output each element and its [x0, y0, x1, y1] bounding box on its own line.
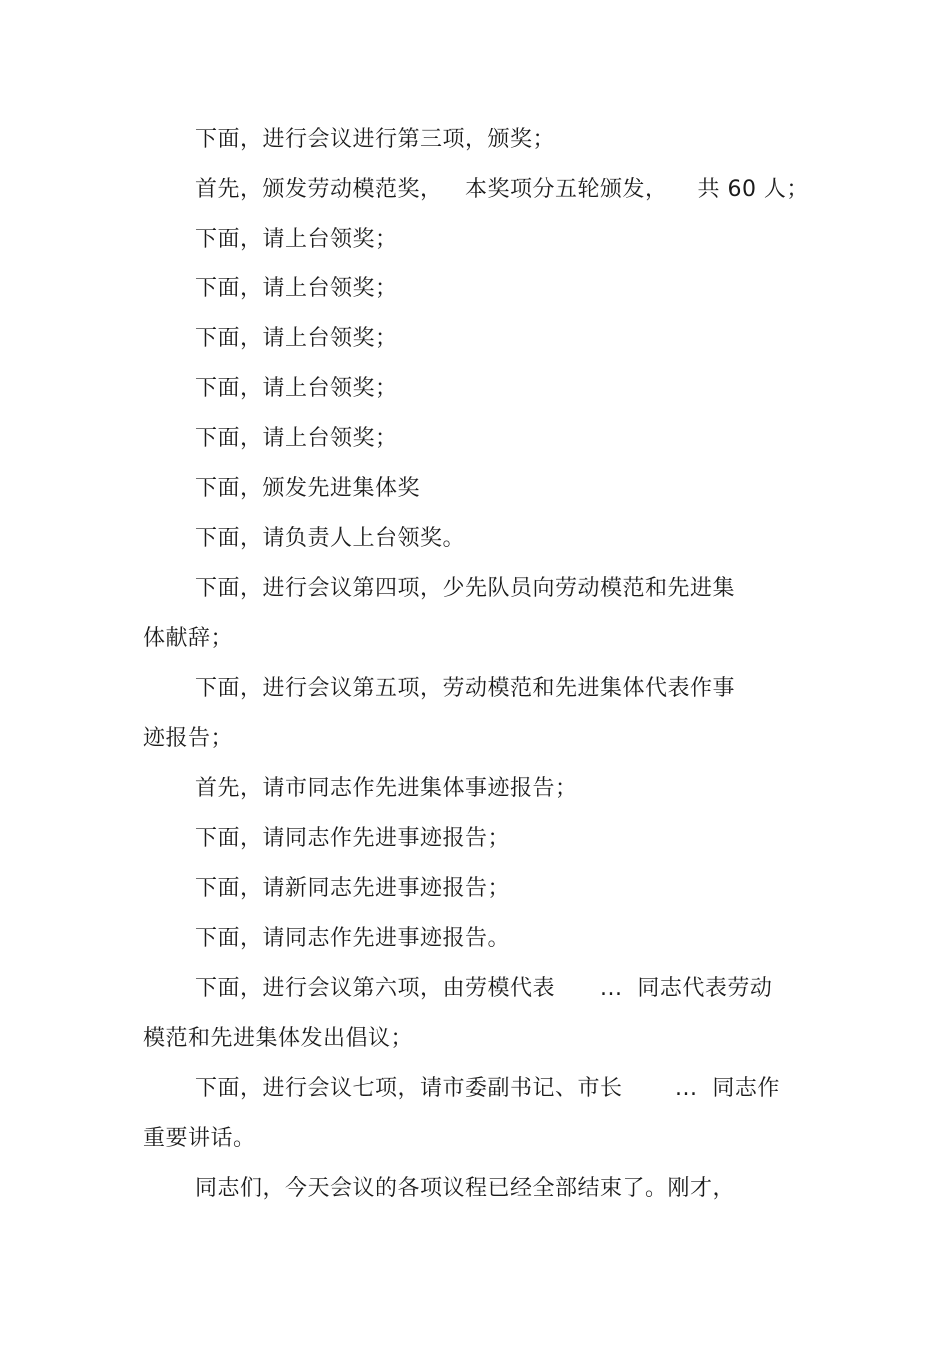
- paragraph-line: 下面，颁发先进集体奖: [195, 476, 421, 501]
- paragraph-line: 下面，请上台领奖；: [195, 276, 398, 301]
- paragraph-line: 下面，请负责人上台领奖。: [195, 526, 466, 551]
- paragraph-line: 模范和先进集体发出倡议；: [143, 1026, 414, 1051]
- paragraph-line: 下面，请同志作先进事迹报告。: [195, 926, 511, 951]
- paragraph-line: 下面，进行会议第六项，由劳模代表 ... 同志代表劳动: [195, 976, 773, 1001]
- paragraph-line: 同志们，今天会议的各项议程已经全部结束了。刚才，: [195, 1176, 736, 1201]
- paragraph-line: 下面，请同志作先进事迹报告；: [195, 826, 511, 851]
- paragraph-line: 迹报告；: [143, 726, 234, 751]
- paragraph-line: 下面，请新同志先进事迹报告；: [195, 876, 511, 901]
- paragraph-line: 下面，进行会议七项，请市委副书记、市长 ... 同志作: [195, 1076, 780, 1101]
- paragraph-line: 下面，请上台领奖；: [195, 376, 398, 401]
- paragraph-line: 下面，进行会议第五项，劳动模范和先进集体代表作事: [195, 676, 736, 701]
- paragraph-line: 首先，颁发劳动模范奖， 本奖项分五轮颁发， 共 60 人；: [195, 177, 809, 202]
- paragraph-line: 体献辞；: [143, 626, 234, 651]
- paragraph-line: 下面，进行会议第四项，少先队员向劳动模范和先进集: [195, 576, 736, 601]
- paragraph-line: 首先，请市同志作先进集体事迹报告；: [195, 776, 578, 801]
- paragraph-line: 下面，进行会议进行第三项，颁奖；: [195, 127, 556, 152]
- paragraph-line: 重要讲话。: [143, 1126, 256, 1151]
- paragraph-line: 下面，请上台领奖；: [195, 426, 398, 451]
- paragraph-line: 下面，请上台领奖；: [195, 227, 398, 252]
- paragraph-line: 下面，请上台领奖；: [195, 326, 398, 351]
